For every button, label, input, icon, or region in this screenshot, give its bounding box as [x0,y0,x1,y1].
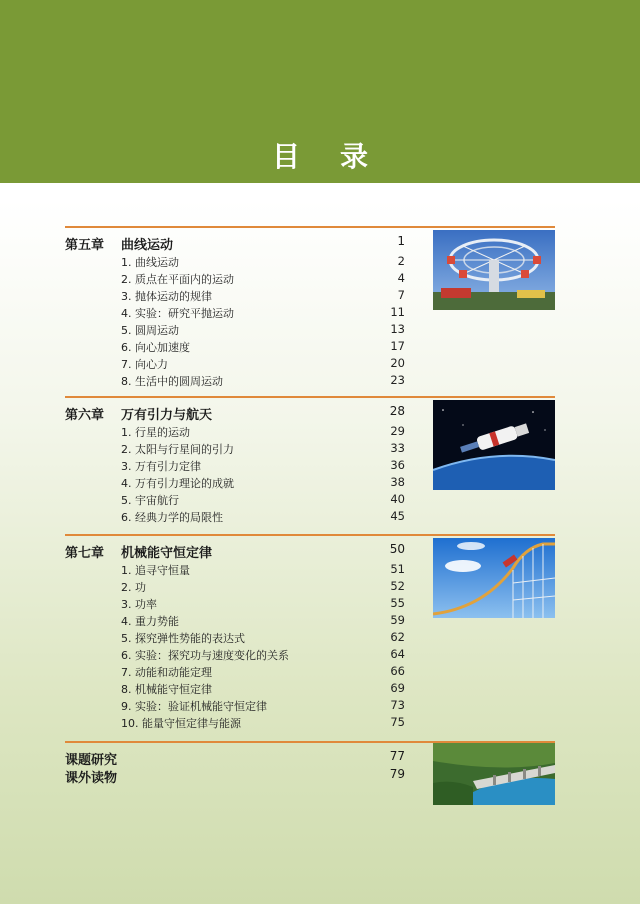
toc-item-page: 20 [390,356,405,370]
toc-item-title: 6. 向心加速度 [121,341,190,354]
toc-item[interactable] [65,475,405,491]
toc-item-page: 38 [390,475,405,489]
chapter-heading[interactable] [65,404,405,422]
toc-item-title: 1. 行星的运动 [121,426,190,439]
toc-item-page: 64 [390,647,405,661]
toc-item-page: 55 [390,596,405,610]
toc-item-title: 3. 万有引力定律 [121,460,201,473]
toc-item[interactable] [65,373,405,389]
toc-item[interactable] [65,596,405,612]
chapter-title: 万有引力与航天 [121,408,213,423]
chapter-title: 曲线运动 [121,238,174,253]
toc-item[interactable] [65,322,405,338]
appendix-page: 77 [389,749,405,763]
toc-item[interactable] [65,630,405,646]
toc-item[interactable] [65,647,405,663]
toc-item-page: 2 [397,254,405,268]
roller-coaster-photo [433,538,555,618]
toc-item[interactable] [65,356,405,372]
toc-item[interactable] [65,681,405,697]
chapter-page: 50 [389,542,405,556]
chapter-page: 1 [397,234,405,248]
toc-item-title: 9. 实验：验证机械能守恒定律 [121,700,267,713]
toc-item-page: 51 [390,562,405,576]
appendix-title: 课外读物 [65,771,118,786]
toc-item-title: 4. 重力势能 [121,615,179,628]
toc-item[interactable] [65,424,405,440]
section-divider [65,226,555,228]
toc-item-title: 4. 实验：研究平抛运动 [121,307,234,320]
toc-item[interactable] [65,492,405,508]
header-band [0,0,640,183]
toc-item-page: 66 [390,664,405,678]
appendix-page: 79 [389,767,405,781]
chapter-heading[interactable] [65,542,405,560]
toc-item-page: 4 [397,271,405,285]
toc-item-title: 2. 质点在平面内的运动 [121,273,234,286]
toc-item-page: 13 [390,322,405,336]
toc-item-page: 7 [397,288,405,302]
toc-item-page: 75 [390,715,405,729]
toc-item[interactable] [65,271,405,287]
toc-item[interactable] [65,509,405,525]
toc-item-page: 29 [390,424,405,438]
toc-item[interactable] [65,664,405,680]
toc-item-title: 3. 功率 [121,598,157,611]
appendix-title: 课题研究 [65,753,118,768]
dam-photo [433,743,555,805]
chapter-heading[interactable] [65,234,405,252]
section-divider [65,534,555,536]
toc-item-page: 52 [390,579,405,593]
toc-item-title: 10. 能量守恒定律与能源 [121,717,241,730]
chapter-number: 第五章 [65,238,105,253]
toc-item[interactable] [65,715,405,731]
toc-item[interactable] [65,254,405,270]
toc-item-page: 62 [390,630,405,644]
toc-item-title: 6. 实验：探究功与速度变化的关系 [121,649,289,662]
toc-item-page: 40 [390,492,405,506]
toc-item-title: 1. 曲线运动 [121,256,179,269]
toc-item-page: 59 [390,613,405,627]
chapter-page: 28 [389,404,405,418]
toc-item-title: 4. 万有引力理论的成就 [121,477,234,490]
toc-item-title: 7. 动能和动能定理 [121,666,212,679]
chapter-title: 机械能守恒定律 [121,546,213,561]
toc-item[interactable] [65,579,405,595]
toc-item-page: 17 [390,339,405,353]
toc-item-page: 36 [390,458,405,472]
toc-item-title: 6. 经典力学的局限性 [121,511,223,524]
toc-item[interactable] [65,288,405,304]
toc-item-title: 5. 宇宙航行 [121,494,179,507]
ferris-wheel-photo [433,230,555,310]
toc-item[interactable] [65,698,405,714]
appendix-item[interactable] [65,749,405,767]
toc-item-title: 1. 追寻守恒量 [121,564,190,577]
toc-item-title: 2. 太阳与行星间的引力 [121,443,234,456]
chapter-number: 第七章 [65,546,105,561]
toc-item-title: 3. 抛体运动的规律 [121,290,212,303]
toc-item[interactable] [65,613,405,629]
toc-item-title: 8. 机械能守恒定律 [121,683,212,696]
toc-item[interactable] [65,458,405,474]
toc-item-title: 8. 生活中的圆周运动 [121,375,223,388]
toc-item[interactable] [65,305,405,321]
section-divider [65,396,555,398]
appendix-item[interactable] [65,767,405,785]
toc-item-page: 33 [390,441,405,455]
toc-item[interactable] [65,339,405,355]
toc-item-title: 5. 探究弹性势能的表达式 [121,632,245,645]
toc-item-page: 11 [390,305,405,319]
toc-item-page: 23 [390,373,405,387]
toc-item-title: 5. 圆周运动 [121,324,179,337]
spacecraft-photo [433,400,555,490]
toc-item-page: 73 [390,698,405,712]
toc-item-title: 2. 功 [121,581,146,594]
page-title: 目录 [271,140,408,173]
toc-item[interactable] [65,441,405,457]
chapter-number: 第六章 [65,408,105,423]
toc-item[interactable] [65,562,405,578]
toc-item-page: 45 [390,509,405,523]
toc-item-page: 69 [390,681,405,695]
toc-item-title: 7. 向心力 [121,358,168,371]
